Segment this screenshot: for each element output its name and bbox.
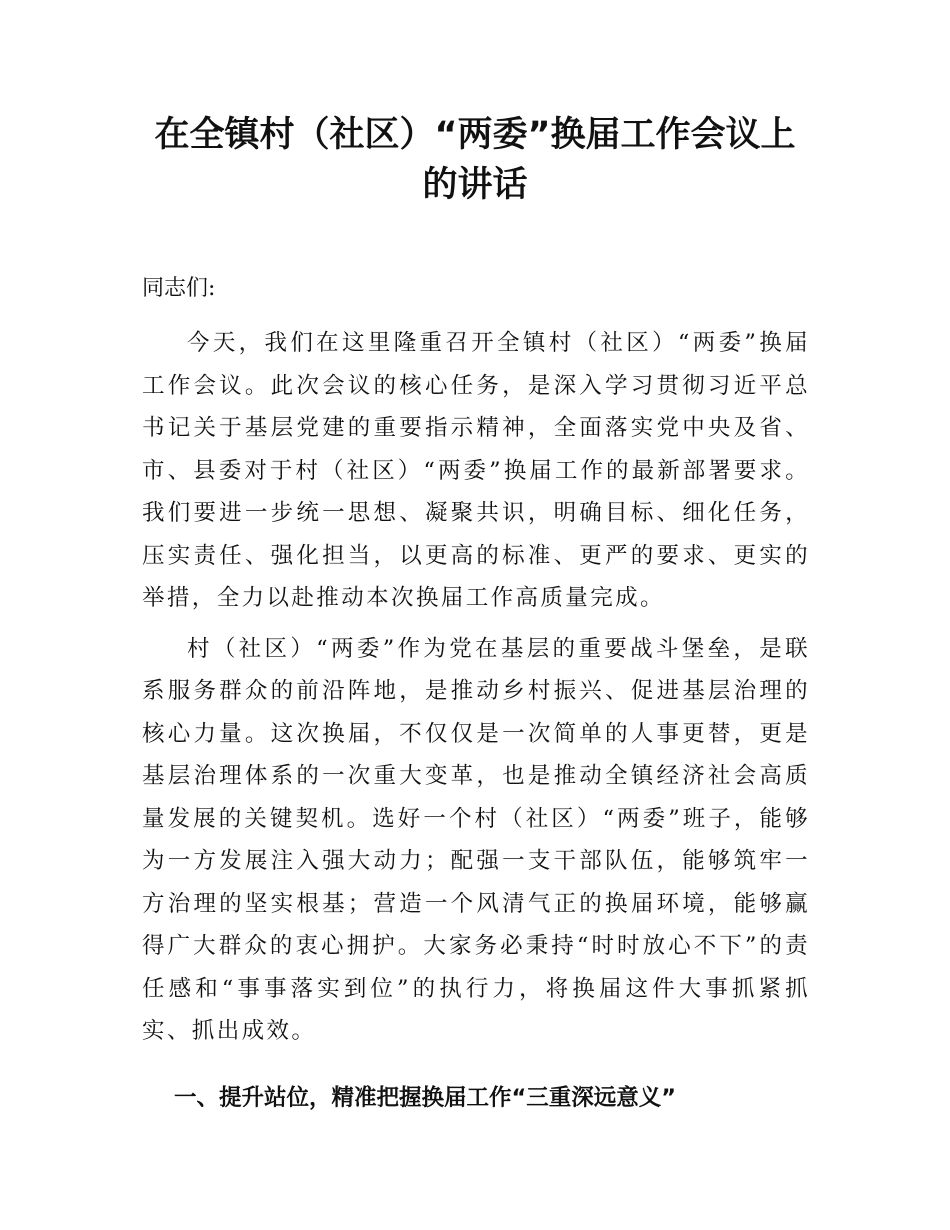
title-line-1: 在全镇村（社区）“两委”换届工作会议上 xyxy=(154,115,796,155)
document-title xyxy=(120,110,830,210)
salutation: 同志们: xyxy=(142,276,216,301)
document-body xyxy=(142,270,810,1061)
paragraph-2: 村（社区）“两委”作为党在基层的重要战斗堡垒，是联系服务群众的前沿阵地，是推动乡村振兴、促进基层治理的核心力量。这次换届，不仅仅是一次简单的人事更替，更是基层治理体系的一次重大变革，也是推动全镇经济社会高质量发展的关键契机。选好一个村（社区）“两委”班子，能够为一方发展注入强大动力；配强一支干部队伍，能够筑牢一方治理的坚实根基；营造一个风清气正的换届环境，能够赢得广大群众的衷心拥护。大家务必秉持“时时放心不下”的责任感和“事事落实到位”的执行力，将换届这件大事抓紧抓实、抓出成效。 xyxy=(142,635,810,1044)
section-heading: 一、提升站位，精准把握换届工作“三重深远意义” xyxy=(174,1085,677,1111)
paragraph-1: 今天，我们在这里隆重召开全镇村（社区）“两委”换届工作会议。此次会议的核心任务，是深入学习贯彻习近平总书记关于基层党建的重要指示精神，全面落实党中央及省、市、县委对于村（社区）“两委”换届工作的最新部署要求。我们要进一步统一思想、凝聚共识，明确目标、细化任务，压实责任、强化担当，以更高的标准、更严的要求、更实的举措，全力以赴推动本次换届工作高质量完成。 xyxy=(142,330,810,611)
title-line-2: 的讲话 xyxy=(422,165,528,205)
